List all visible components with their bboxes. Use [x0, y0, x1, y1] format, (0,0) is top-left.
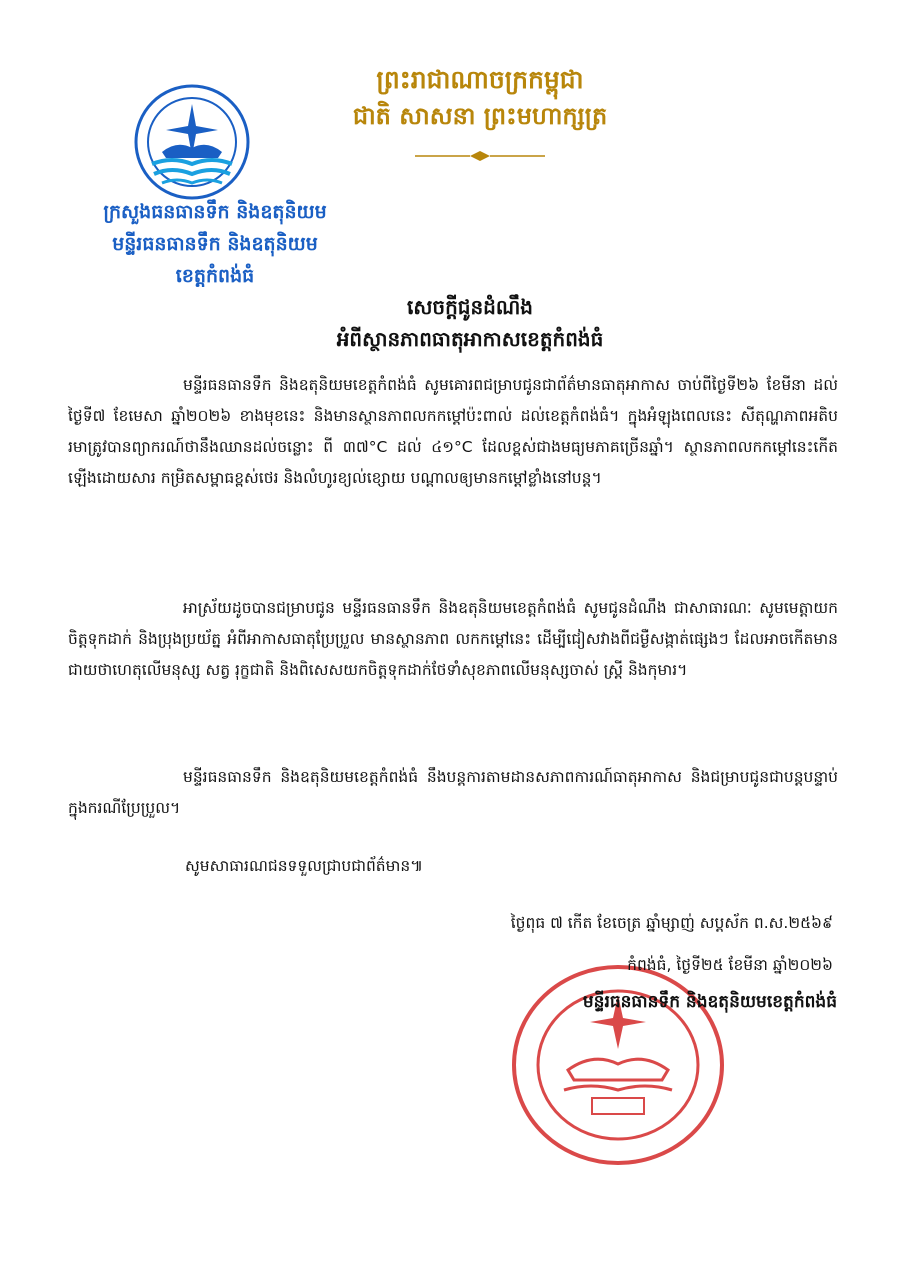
ministry-name: ក្រសួងធនធានទឹក និងឧតុនិយម [103, 201, 327, 223]
body-paragraph-4: សូមសាធារណជនទទួលជ្រាបជាព័ត៌មាន៕ [185, 857, 424, 875]
ministry-logo-icon [132, 82, 252, 202]
kingdom-motto: ជាតិ សាសនា ព្រះមហាក្សត្រ [352, 101, 608, 130]
signer-name: មន្ទីរធនធានទឹក និងឧតុនិយមខេត្តកំពង់ធំ [582, 992, 837, 1012]
department-name: មន្ទីរធនធានទឹក និងឧតុនិយម [112, 233, 318, 255]
lunar-date: ថ្ងៃពុធ ៧ កើត ខែចេត្រ ឆ្នាំម្សាញ់ សប្តស័ក ព.ស.២៥៦៩ [510, 914, 833, 932]
body-paragraph-3: មន្ទីរធនធានទឹក និងឧតុនិយមខេត្តកំពង់ធំ នឹងបន្តការតាមដានសភាពការណ៍ធាតុអាកាស និងជម្រាបជូនជាបន្តបន្ទាប់ក្នុងករណីប្រែប្រួល។ [68, 768, 838, 817]
document-subtitle: អំពីស្ថានភាពធាតុអាកាសខេត្តកំពង់ធំ [336, 327, 604, 351]
solar-date: កំពង់ធំ, ថ្ងៃទី២៥ ខែមីនា ឆ្នាំ២០២៦ [627, 956, 833, 974]
body-paragraph-2: អាស្រ័យដូចបានជម្រាបជូន មន្ទីរធនធានទឹក និងឧតុនិយមខេត្តកំពង់ធំ សូមជូនដំណឹង ជាសាធារណៈ សូមមេត្តាយកចិត្តទុកដាក់ និងប្រុងប្រយ័ត្ន អំពីអាកាសធាតុប្រែប្រួល មានស្ថានភាព លកកម្ដៅនេះ ដើម្បីជៀសវាងពីជម្ងឺសង្កាត់ផ្សេងៗ ដែលអាចកើតមានជាយថាហេតុលើមនុស្ស សត្វ រុក្ខជាតិ និងពិសេសយកចិត្តទុកដាក់ថែទាំសុខភាពលើមនុស្សចាស់ ស្ត្រី និងកុមារ។ [68, 599, 838, 679]
document-title: សេចក្តីជូនដំណឹង [407, 295, 533, 319]
ornament-divider-icon [415, 150, 545, 162]
province-name: ខេត្តកំពង់ធំ [175, 265, 255, 287]
kingdom-title: ព្រះរាជាណាចក្រកម្ពុជា [376, 65, 584, 94]
body-paragraph-1: មន្ទីរធនធានទឹក និងឧតុនិយមខេត្តកំពង់ធំ សូមគោរពជម្រាបជូនជាព័ត៌មានធាតុអាកាស ចាប់ពីថ្ងៃទី២៦ ខែមីនា ដល់ថ្ងៃទី៧ ខែមេសា ឆ្នាំ២០២៦ ខាងមុខនេះ និងមានស្ថានភាពលកកម្ដៅប៉ះពាល់ ដល់ខេត្តកំពង់ធំ។ ក្នុងអំឡុងពេលនេះ សីតុណ្ហភាពអតិបរមាត្រូវបានព្យាករណ៍ថានឹងឈានដល់ចន្លោះ ពី ៣៧°C ដល់ ៤១°C ដែលខ្ពស់ជាងមធ្យមភាគច្រើនឆ្នាំ។ ស្ថានភាពលកកម្ដៅនេះកើតឡើងដោយសារ កម្រិតសម្ពាធខ្ពស់ថេរ និងលំហូរខ្យល់ខ្សោយ បណ្ដាលឲ្យមានកម្ដៅខ្លាំងនៅបន្ត។ [68, 376, 838, 487]
